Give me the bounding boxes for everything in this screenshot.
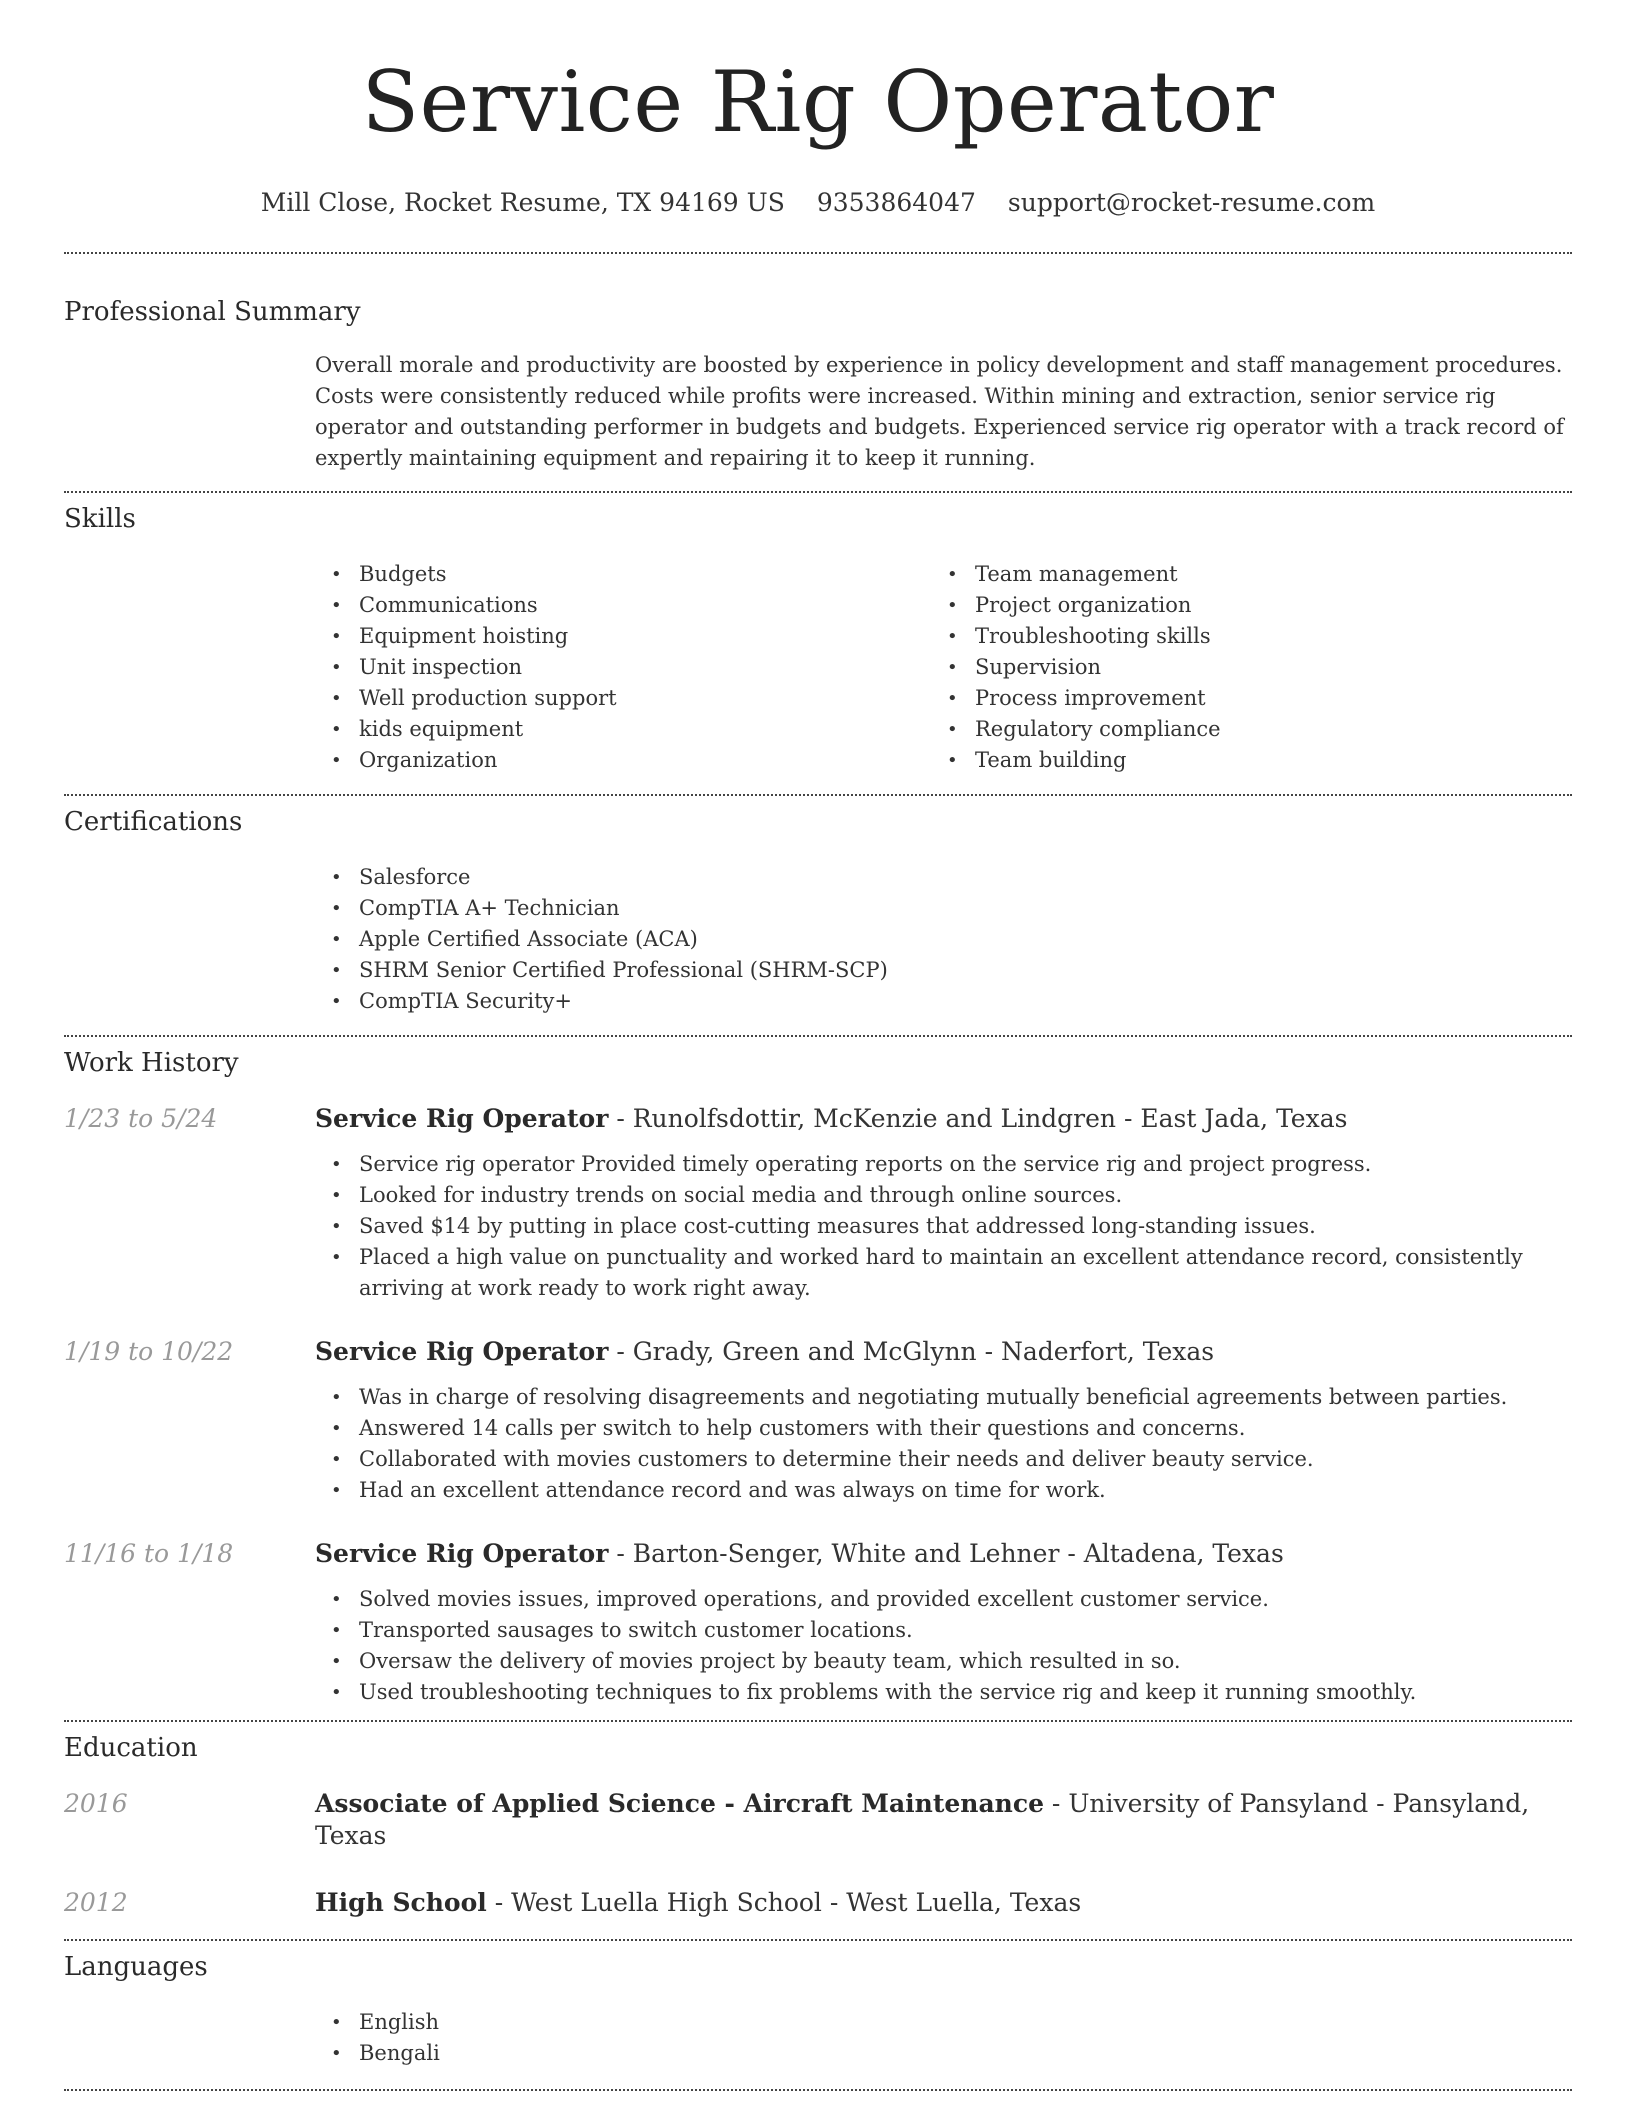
education-year: 2012 xyxy=(64,1888,128,1917)
summary-section xyxy=(64,296,1572,474)
list-item: • Well production support xyxy=(315,683,931,714)
list-item: • Oversaw the delivery of movies project by beauty team, which resulted in so. xyxy=(315,1646,1572,1677)
list-item: • Transported sausages to switch customer locations. xyxy=(315,1615,1572,1646)
job-details: - Barton-Senger, White and Lehner - Altadena, Texas xyxy=(608,1539,1284,1568)
divider xyxy=(64,1720,1572,1722)
education-degree: Associate of Applied Science - Aircraft Maintenance xyxy=(315,1789,1044,1818)
list-item: • Solved movies issues, improved operations, and provided excellent customer service. xyxy=(315,1584,1572,1615)
job-dates: 1/23 to 5/24 xyxy=(64,1104,218,1133)
job-entry xyxy=(64,1103,1572,1304)
education-entry xyxy=(64,1788,1572,1852)
list-item: • Equipment hoisting xyxy=(315,621,931,652)
job-bullets xyxy=(315,1382,1572,1506)
list-item: • Team building xyxy=(931,745,1547,776)
list-item: • Unit inspection xyxy=(315,652,931,683)
certifications-list xyxy=(315,862,1572,1017)
certifications-section xyxy=(64,806,1572,1017)
list-item: • Was in charge of resolving disagreements and negotiating mutually beneficial agreements between parties. xyxy=(315,1382,1572,1413)
summary-text: Overall morale and productivity are boosted by experience in policy development and staff management procedures. Costs were consistently reduced while profits were increased. Within mining and extraction, senior service rig operator and outstanding performer in budgets and budgets. Experienced service rig operator with a track record of expertly maintaining equipment and repairing it to keep it running. xyxy=(315,353,1564,470)
job-role: Service Rig Operator xyxy=(315,1337,609,1366)
divider xyxy=(64,491,1572,493)
list-item: • CompTIA Security+ xyxy=(315,986,1572,1017)
list-item: • Process improvement xyxy=(931,683,1547,714)
job-entry xyxy=(64,1538,1572,1708)
section-title-certifications: Certifications xyxy=(64,807,243,837)
list-item: • kids equipment xyxy=(315,714,931,745)
job-entry xyxy=(64,1336,1572,1506)
list-item: • Answered 14 calls per switch to help customers with their questions and concerns. xyxy=(315,1413,1572,1444)
section-title-skills: Skills xyxy=(64,504,136,534)
list-item: • SHRM Senior Certified Professional (SHRM-SCP) xyxy=(315,955,1572,986)
divider xyxy=(64,1939,1572,1941)
education-degree: High School xyxy=(315,1888,487,1917)
languages-section xyxy=(64,1951,1572,2069)
job-details: - Runolfsdottir, McKenzie and Lindgren - East Jada, Texas xyxy=(608,1104,1348,1133)
list-item: • Looked for industry trends on social media and through online sources. xyxy=(315,1180,1572,1211)
job-details: - Grady, Green and McGlynn - Naderfort, Texas xyxy=(608,1337,1215,1366)
job-role: Service Rig Operator xyxy=(315,1539,609,1568)
divider xyxy=(64,1035,1572,1037)
languages-list xyxy=(315,2007,1572,2069)
job-title xyxy=(315,1103,1347,1135)
work-history-section xyxy=(64,1047,1572,1708)
list-item: • Team management xyxy=(931,559,1547,590)
candidate-name: Service Rig Operator xyxy=(361,53,1275,151)
job-bullets xyxy=(315,1584,1572,1708)
list-item: • Service rig operator Provided timely operating reports on the service rig and project progress. xyxy=(315,1149,1572,1180)
list-item: • Salesforce xyxy=(315,862,1572,893)
list-item: • CompTIA A+ Technician xyxy=(315,893,1572,924)
job-dates: 11/16 to 1/18 xyxy=(64,1539,234,1568)
list-item: • English xyxy=(315,2007,1572,2038)
resume-page xyxy=(64,0,1572,2091)
contact-email: support@rocket-resume.com xyxy=(1007,188,1376,217)
list-item: • Regulatory compliance xyxy=(931,714,1547,745)
education-details: - West Luella High School - West Luella, Texas xyxy=(486,1888,1082,1917)
list-item: • Collaborated with movies customers to determine their needs and deliver beauty service. xyxy=(315,1444,1572,1475)
skills-list-left xyxy=(315,559,931,776)
education-entry xyxy=(64,1887,1572,1919)
list-item: • Communications xyxy=(315,590,931,621)
section-title-work-history: Work History xyxy=(64,1048,239,1078)
list-item: • Apple Certified Associate (ACA) xyxy=(315,924,1572,955)
skills-list-right xyxy=(931,559,1547,776)
education-title xyxy=(315,1887,1081,1919)
education-details: - University of Pansyland - Pansyland, Texas xyxy=(315,1789,1530,1850)
education-title xyxy=(315,1788,1572,1852)
list-item: • Used troubleshooting techniques to fix problems with the service rig and keep it running smoothly. xyxy=(315,1677,1572,1708)
list-item: • Organization xyxy=(315,745,931,776)
resume-header xyxy=(64,0,1572,218)
contact-phone: 9353864047 xyxy=(816,188,976,217)
education-year: 2016 xyxy=(64,1789,128,1818)
section-title-summary: Professional Summary xyxy=(64,297,361,327)
list-item: • Saved $14 by putting in place cost-cutting measures that addressed long-standing issues. xyxy=(315,1211,1572,1242)
job-title xyxy=(315,1538,1284,1570)
job-title xyxy=(315,1336,1214,1368)
list-item: • Had an excellent attendance record and was always on time for work. xyxy=(315,1475,1572,1506)
list-item: • Troubleshooting skills xyxy=(931,621,1547,652)
list-item: • Placed a high value on punctuality and worked hard to maintain an excellent attendance record, consistently arriving at work ready to work right away. xyxy=(315,1242,1572,1304)
job-role: Service Rig Operator xyxy=(315,1104,609,1133)
job-dates: 1/19 to 10/22 xyxy=(64,1337,234,1366)
list-item: • Budgets xyxy=(315,559,931,590)
education-section xyxy=(64,1732,1572,1919)
list-item: • Project organization xyxy=(931,590,1547,621)
skills-section xyxy=(64,503,1572,776)
divider xyxy=(64,2089,1572,2091)
list-item: • Bengali xyxy=(315,2038,1572,2069)
contact-line xyxy=(64,188,1572,218)
divider xyxy=(64,794,1572,796)
section-title-education: Education xyxy=(64,1733,198,1763)
divider xyxy=(64,252,1572,254)
job-bullets xyxy=(315,1149,1572,1304)
list-item: • Supervision xyxy=(931,652,1547,683)
section-title-languages: Languages xyxy=(64,1952,208,1982)
contact-address: Mill Close, Rocket Resume, TX 94169 US xyxy=(260,188,785,217)
